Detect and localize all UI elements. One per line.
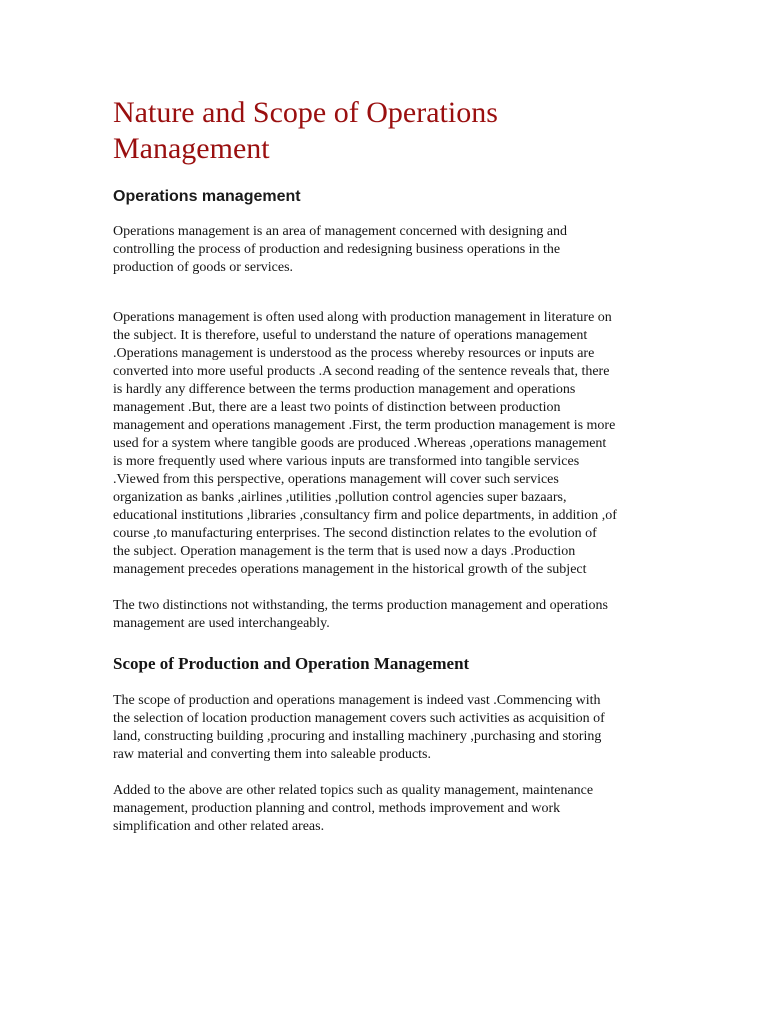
- paragraph-scope: [113, 692, 668, 764]
- paragraph-distinction: [113, 309, 668, 579]
- paragraph-line: is more frequently used where various inputs are transformed into tangible services: [113, 454, 580, 469]
- paragraph-line: management are used interchangeably.: [113, 616, 330, 631]
- page-title: [113, 95, 668, 167]
- paragraph-line: Operations management is an area of management concerned with designing and: [113, 224, 568, 239]
- paragraph-line: production of goods or services.: [113, 260, 294, 275]
- paragraph-line: organization as banks ,airlines ,utilities ,pollution control agencies super bazaars,: [113, 490, 567, 505]
- paragraph-interchangeable: [113, 597, 668, 633]
- paragraph-line: the selection of location production management covers such activities as acquisition of: [113, 711, 605, 726]
- paragraph-line: management precedes operations management in the historical growth of the subject: [113, 562, 587, 577]
- paragraph-line: .Viewed from this perspective, operations management will cover such services: [113, 472, 559, 487]
- section-heading-scope: Scope of Production and Operation Management: [113, 654, 470, 673]
- paragraph-related-topics: [113, 782, 668, 836]
- paragraph-line: course ,to manufacturing enterprises. The second distinction relates to the evolution of: [113, 526, 597, 541]
- paragraph-line: the subject. It is therefore, useful to understand the nature of operations management: [113, 328, 588, 343]
- paragraph-line: controlling the process of production and redesigning business operations in the: [113, 242, 561, 257]
- paragraph-line: .Operations management is understood as the process whereby resources or inputs are: [113, 346, 595, 361]
- paragraph-line: is hardly any difference between the terms production management and operations: [113, 382, 576, 397]
- paragraph-line: Operations management is often used along with production management in literature on: [113, 310, 612, 325]
- paragraph-definition: [113, 223, 668, 277]
- paragraph-line: the subject. Operation management is the term that is used now a days .Production: [113, 544, 576, 559]
- title-line: Management: [113, 132, 270, 165]
- paragraph-line: converted into more useful products .A second reading of the sentence reveals that, there: [113, 364, 610, 379]
- paragraph-line: Added to the above are other related topics such as quality management, maintenance: [113, 783, 594, 798]
- paragraph-line: management .But, there are a least two points of distinction between production: [113, 400, 561, 415]
- paragraph-line: The scope of production and operations management is indeed vast .Commencing with: [113, 693, 601, 708]
- paragraph-line: management and operations management .First, the term production management is more: [113, 418, 616, 433]
- paragraph-line: used for a system where tangible goods are produced .Whereas ,operations management: [113, 436, 607, 451]
- paragraph-line: simplification and other related areas.: [113, 819, 325, 834]
- title-line: Nature and Scope of Operations: [113, 96, 498, 129]
- paragraph-line: The two distinctions not withstanding, the terms production management and operations: [113, 598, 608, 613]
- paragraph-line: management, production planning and control, methods improvement and work: [113, 801, 561, 816]
- paragraph-line: educational institutions ,libraries ,consultancy firm and police departments, in addition ,of: [113, 508, 617, 523]
- section-heading-operations-management: Operations management: [113, 188, 301, 205]
- paragraph-line: land, constructing building ,procuring and installing machinery ,purchasing and storing: [113, 729, 602, 744]
- paragraph-line: raw material and converting them into saleable products.: [113, 747, 432, 762]
